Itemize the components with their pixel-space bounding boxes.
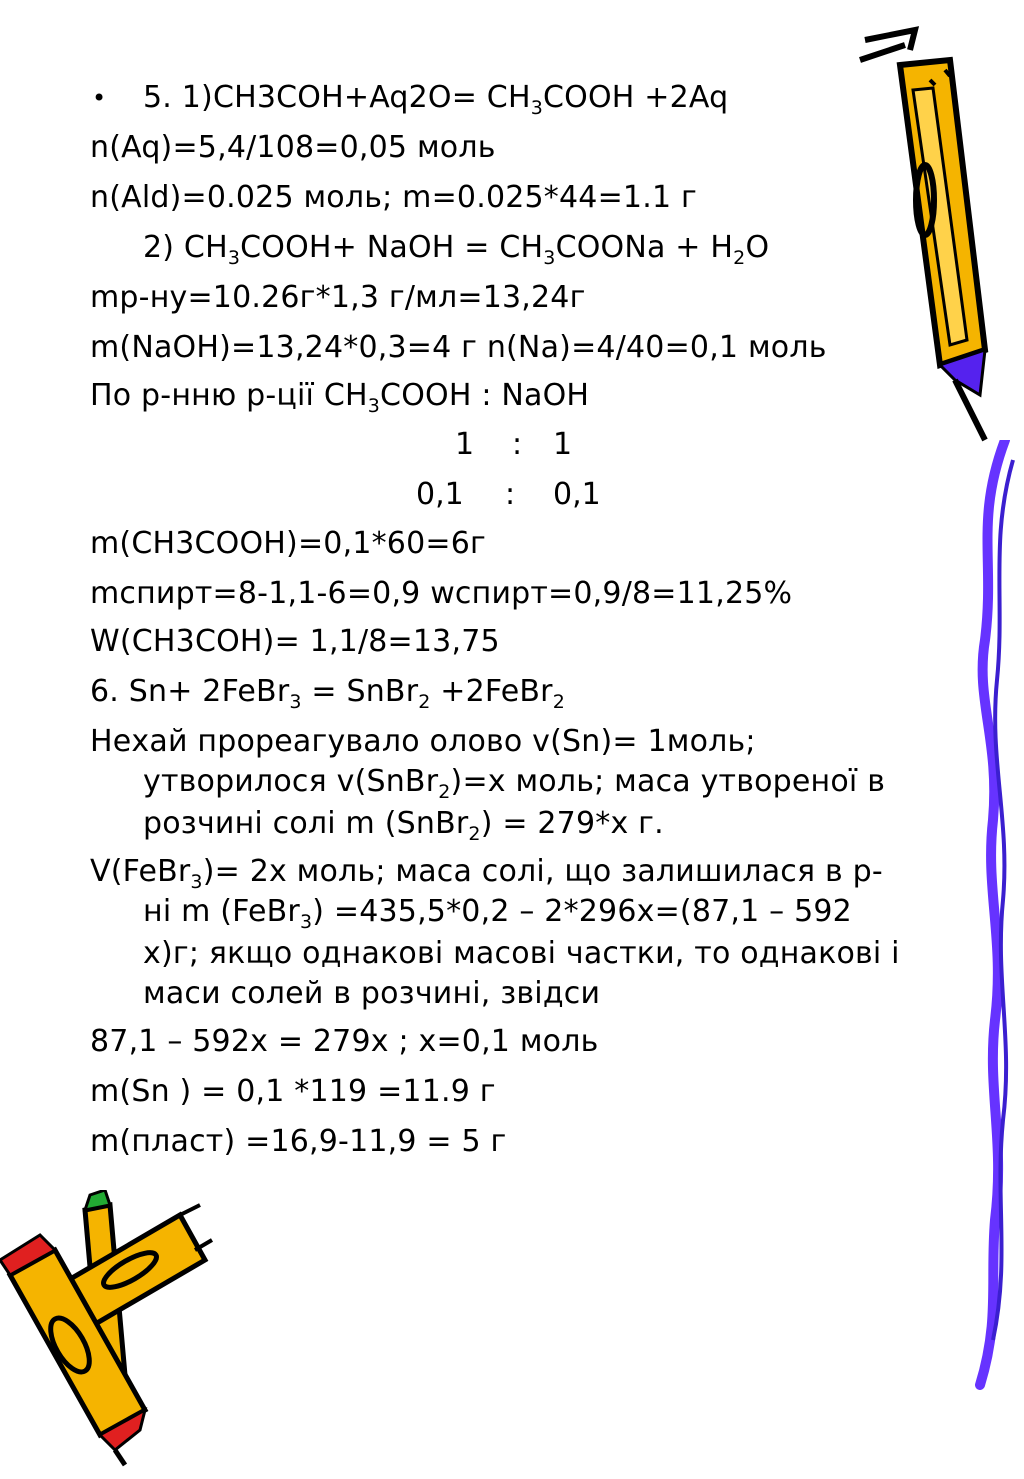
calc-naoh: m(NaOH)=13,24*0,3=4 г n(Na)=4/40=0,1 моль (90, 330, 827, 365)
calc-alcohol: mспирт=8-1,1-6=0,9 wспирт=0,9/8=11,25% (90, 576, 793, 611)
calc-w-aldehyde: W(CH3COH)= 1,1/8=13,75 (90, 624, 500, 659)
paragraph-1-line-1: Нехай прореагувало олово v(Sn)= 1моль; (90, 724, 756, 759)
calc-acetic-acid: m(CH3COOH)=0,1*60=6г (90, 526, 486, 561)
paragraph-1-line-2: утворилося v(SnBr$_2$)=x моль; маса утвореної в (143, 764, 886, 803)
paragraph-2-line-4: маси солей в розчині, звідси (143, 976, 601, 1011)
calc-tin-mass: m(Sn ) = 0,1 *119 =11.9 г (90, 1074, 496, 1109)
ratio-2-left: 0,1 (416, 477, 464, 512)
pencils-icon (0, 1190, 215, 1470)
calc-mass-solution: mр-ну=10.26г*1,3 г/мл=13,24г (90, 280, 586, 315)
paragraph-2-line-2: ні m (FeBr$_3$) =435,5*0,2 – 2*296x=(87,1 – 592 (143, 894, 852, 933)
border-decoration-icon (965, 440, 1020, 1390)
paragraph-2-line-1: V(FeBr$_3$)= 2x моль; маса солі, що залишилася в р- (90, 854, 883, 893)
ratio-1-left: 1 (455, 427, 475, 462)
ratio-2-colon: : (505, 477, 516, 512)
ratio-1-colon: : (512, 427, 523, 462)
reaction-ratio-header: По р-нню р-ції $CH_3COOH$ : NaOH (90, 378, 590, 417)
equation-3: 6. Sn+ 2FeBr$_3$ = SnBr$_2$ +2FeBr$_2$ (90, 674, 566, 713)
bullet: • (92, 84, 107, 112)
equation-1: 5. $1)CH3COH+Aq2O= CH_3COOH +2Aq$ (143, 80, 729, 119)
calc-n-aq: n(Aq)=5,4/108=0,05 моль (90, 130, 496, 165)
calc-n-ald: n(Ald)=0.025 моль; m=0.025*44=1.1 г (90, 180, 697, 215)
solve-equation: 87,1 – 592x = 279x ; x=0,1 моль (90, 1024, 599, 1059)
equation-2: 2) $CH_3COOH+$ NaOH = $CH_3COONa + H_2O$ (143, 230, 770, 269)
paragraph-2-line-3: x)г; якщо однакові масові частки, то однакові і (143, 936, 900, 971)
ratio-2-right: 0,1 (553, 477, 601, 512)
pencil-icon (855, 20, 1005, 450)
paragraph-1-line-3: розчині солі m (SnBr$_2$) = 279*x г. (143, 806, 664, 845)
ratio-1-right: 1 (553, 427, 573, 462)
calc-plate-mass: m(пласт) =16,9-11,9 = 5 г (90, 1124, 507, 1159)
